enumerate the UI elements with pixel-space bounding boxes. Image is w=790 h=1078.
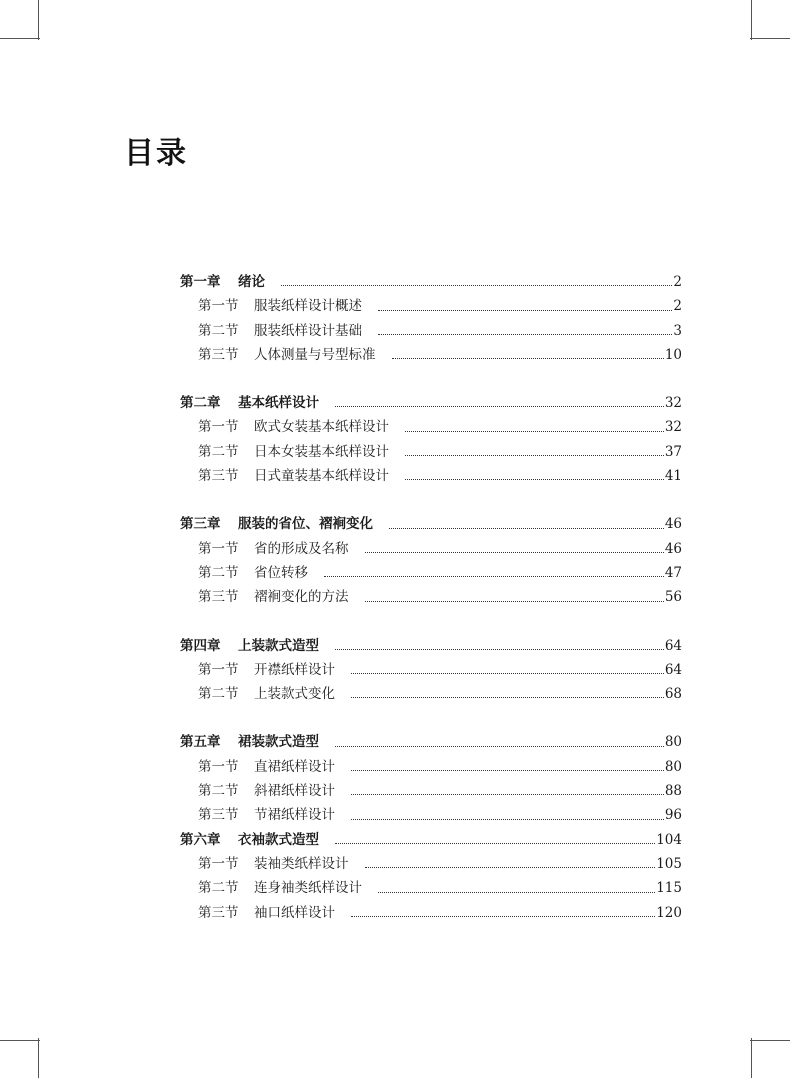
chapter-block: [180, 730, 682, 827]
section-entry[interactable]: [180, 343, 682, 367]
section-number: 第二节: [198, 880, 239, 897]
chapter-number: 第六章: [180, 831, 221, 848]
chapter-spacer: [180, 488, 682, 512]
section-entry[interactable]: [180, 682, 682, 706]
section-title: 装袖类纸样设计: [254, 855, 349, 872]
section-number: 第一节: [198, 661, 239, 678]
dot-leader: [351, 819, 664, 820]
chapter-entry[interactable]: [180, 270, 682, 294]
section-title: 节裙纸样设计: [254, 807, 335, 824]
chapter-title: 服装的省位、褶裥变化: [238, 516, 373, 533]
section-entry[interactable]: [180, 852, 682, 876]
section-entry[interactable]: [180, 464, 682, 488]
page-number: 32: [664, 395, 682, 412]
crop-mark-bottom-left-h: [0, 1040, 40, 1041]
section-number: 第二节: [198, 443, 239, 460]
section-title: 上装款式变化: [254, 686, 335, 703]
section-number: 第一节: [198, 758, 239, 775]
section-number: 第三节: [198, 589, 239, 606]
chapter-entry[interactable]: [180, 512, 682, 536]
chapter-block: [180, 391, 682, 488]
chapter-entry[interactable]: [180, 634, 682, 658]
dot-leader: [405, 455, 664, 456]
dot-leader: [335, 843, 655, 844]
section-entry[interactable]: [180, 561, 682, 585]
chapter-number: 第四章: [180, 637, 221, 654]
page-number: 105: [656, 855, 682, 872]
section-number: 第二节: [198, 322, 239, 339]
section-entry[interactable]: [180, 901, 682, 925]
chapter-block: [180, 634, 682, 707]
page-number: 64: [664, 661, 682, 678]
chapter-entry[interactable]: [180, 730, 682, 754]
section-title: 连身袖类纸样设计: [254, 880, 362, 897]
dot-leader: [351, 770, 664, 771]
section-entry[interactable]: [180, 803, 682, 827]
chapter-title: 衣袖款式造型: [238, 831, 319, 848]
section-number: 第三节: [198, 904, 239, 921]
section-number: 第二节: [198, 564, 239, 581]
section-entry[interactable]: [180, 537, 682, 561]
page-number: 41: [664, 468, 682, 485]
section-entry[interactable]: [180, 294, 682, 318]
section-entry[interactable]: [180, 755, 682, 779]
chapter-spacer: [180, 706, 682, 730]
crop-mark-bottom-right-h: [750, 1040, 790, 1041]
chapter-block: [180, 270, 682, 367]
dot-leader: [392, 358, 664, 359]
page-number: 56: [664, 589, 682, 606]
dot-leader: [351, 697, 664, 698]
section-title: 日本女装基本纸样设计: [254, 443, 389, 460]
page-number: 80: [664, 758, 682, 775]
page-number: 10: [664, 346, 682, 363]
dot-leader: [324, 576, 664, 577]
section-number: 第一节: [198, 855, 239, 872]
chapter-entry[interactable]: [180, 828, 682, 852]
section-title: 斜裙纸样设计: [254, 783, 335, 800]
crop-mark-bottom-right-v: [751, 1038, 752, 1078]
dot-leader: [335, 406, 664, 407]
page-number: 88: [664, 783, 682, 800]
page-number: 46: [664, 516, 682, 533]
chapter-spacer: [180, 367, 682, 391]
section-title: 省位转移: [254, 564, 308, 581]
section-entry[interactable]: [180, 415, 682, 439]
dot-leader: [378, 334, 672, 335]
section-number: 第二节: [198, 686, 239, 703]
section-title: 日式童装基本纸样设计: [254, 468, 389, 485]
section-title: 直裙纸样设计: [254, 758, 335, 775]
section-entry[interactable]: [180, 585, 682, 609]
section-entry[interactable]: [180, 658, 682, 682]
dot-leader: [405, 431, 664, 432]
section-entry[interactable]: [180, 319, 682, 343]
dot-leader: [281, 285, 672, 286]
table-of-contents: [180, 270, 682, 925]
chapter-spacer: [180, 610, 682, 634]
section-title: 服装纸样设计基础: [254, 322, 362, 339]
dot-leader: [351, 673, 664, 674]
dot-leader: [389, 528, 664, 529]
crop-mark-top-right-v: [751, 0, 752, 40]
dot-leader: [378, 892, 655, 893]
section-number: 第一节: [198, 540, 239, 557]
section-number: 第三节: [198, 468, 239, 485]
dot-leader: [378, 310, 672, 311]
page-number: 32: [664, 419, 682, 436]
crop-mark-top-left-h: [0, 38, 40, 39]
section-title: 褶裥变化的方法: [254, 589, 349, 606]
page-number: 115: [656, 880, 682, 897]
page-number: 47: [664, 564, 682, 581]
page-number: 104: [656, 831, 682, 848]
page-number: 3: [673, 322, 682, 339]
page-number: 64: [664, 637, 682, 654]
crop-mark-top-left-v: [38, 0, 39, 40]
dot-leader: [365, 867, 656, 868]
crop-mark-top-right-h: [750, 38, 790, 39]
chapter-title: 基本纸样设计: [238, 395, 319, 412]
page-number: 96: [664, 807, 682, 824]
section-entry[interactable]: [180, 440, 682, 464]
chapter-number: 第五章: [180, 734, 221, 751]
section-number: 第一节: [198, 419, 239, 436]
chapter-title: 上装款式造型: [238, 637, 319, 654]
section-entry[interactable]: [180, 876, 682, 900]
page-number: 68: [664, 686, 682, 703]
chapter-block: [180, 828, 682, 925]
section-title: 人体测量与号型标准: [254, 346, 376, 363]
chapter-block: [180, 512, 682, 609]
section-title: 开襟纸样设计: [254, 661, 335, 678]
page-number: 2: [673, 298, 682, 315]
chapter-title: 绪论: [238, 274, 265, 290]
dot-leader: [365, 552, 664, 553]
dot-leader: [365, 601, 664, 602]
page-number: 37: [664, 443, 682, 460]
section-number: 第三节: [198, 807, 239, 824]
chapter-number: 第一章: [180, 274, 221, 290]
page-number: 46: [664, 540, 682, 557]
section-title: 服装纸样设计概述: [254, 298, 362, 315]
page-number: 2: [673, 274, 682, 290]
section-number: 第一节: [198, 298, 239, 315]
section-title: 欧式女装基本纸样设计: [254, 419, 389, 436]
section-number: 第二节: [198, 783, 239, 800]
chapter-entry[interactable]: [180, 391, 682, 415]
page-number: 120: [656, 904, 682, 921]
chapter-number: 第三章: [180, 516, 221, 533]
chapter-title: 裙装款式造型: [238, 734, 319, 751]
dot-leader: [335, 746, 664, 747]
chapter-number: 第二章: [180, 395, 221, 412]
section-title: 省的形成及名称: [254, 540, 349, 557]
section-title: 袖口纸样设计: [254, 904, 335, 921]
dot-leader: [335, 649, 664, 650]
section-number: 第三节: [198, 346, 239, 363]
section-entry[interactable]: [180, 779, 682, 803]
dot-leader: [405, 479, 664, 480]
page-title: 目录: [124, 136, 188, 171]
crop-mark-bottom-left-v: [38, 1038, 39, 1078]
dot-leader: [351, 794, 664, 795]
dot-leader: [351, 916, 655, 917]
page-number: 80: [664, 734, 682, 751]
